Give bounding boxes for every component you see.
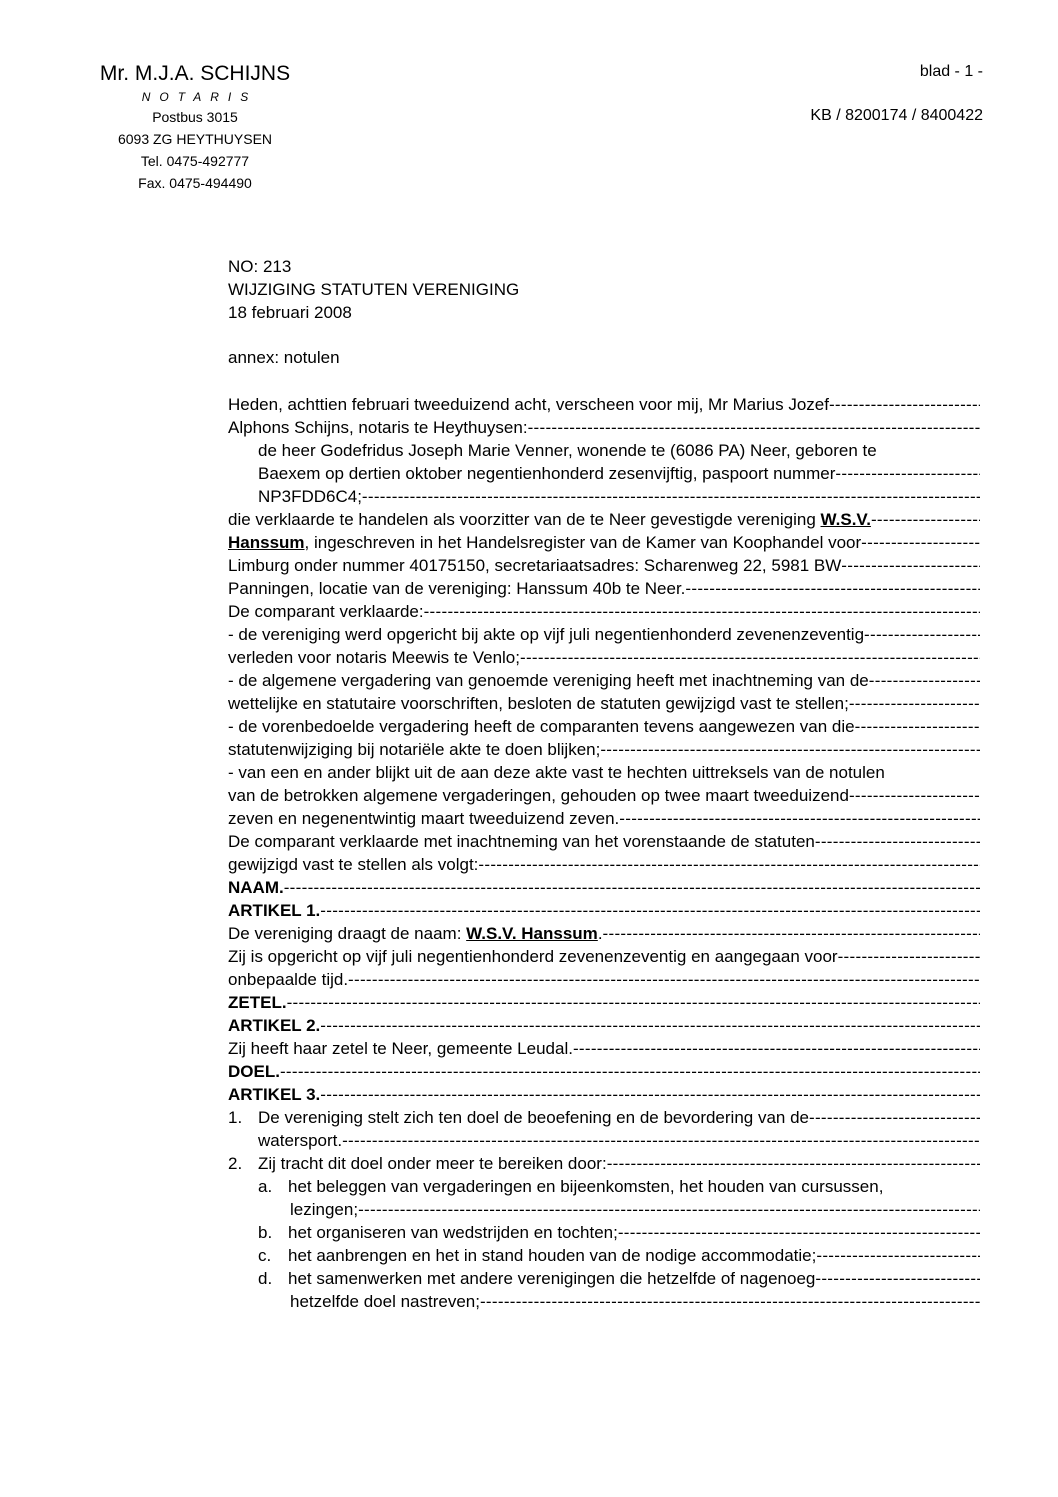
text-line: Hanssum, ingeschreven in het Handelsregister van de Kamer van Koophandel voor ----- — [228, 531, 980, 554]
postbus: Postbus 3015 — [152, 109, 238, 125]
deed-number: NO: 213 — [228, 257, 292, 276]
text-line: Heden, achttien februari tweeduizend acht, verscheen voor mij, Mr Marius Jozef ----- — [228, 393, 980, 416]
letterhead — [70, 60, 320, 194]
sub-list-item-continuation: hetzelfde doel nastreven; ----- — [228, 1290, 980, 1313]
fax: Fax. 0475-494490 — [138, 175, 252, 191]
list-item-continuation: watersport. ----- — [228, 1129, 980, 1152]
deed-body — [228, 393, 980, 1313]
article-heading: ARTIKEL 3. ----- — [228, 1083, 980, 1106]
postal-city: 6093 ZG HEYTHUYSEN — [117, 131, 273, 147]
list-item: 1. De vereniging stelt zich ten doel de beoefening en de bevordering van de ----- — [228, 1106, 980, 1129]
text-line: NP3FDD6C4; ----- — [228, 485, 980, 508]
text-line: Zij heeft haar zetel te Neer, gemeente Leudal. ----- — [228, 1037, 980, 1060]
deed-date: 18 februari 2008 — [228, 303, 352, 322]
article-heading: ARTIKEL 2. ----- — [228, 1014, 980, 1037]
article-heading: ARTIKEL 1. ----- — [228, 899, 980, 922]
reference-number: KB / 8200174 / 8400422 — [810, 107, 983, 124]
section-heading: NAAM. ----- — [228, 876, 980, 899]
list-item: 2. Zij tracht dit doel onder meer te bereiken door: ----- — [228, 1152, 980, 1175]
text-line: Zij is opgericht op vijf juli negentienhonderd zevenenzeventig en aangegaan voor ----- — [228, 945, 980, 968]
association-name: W.S.V. — [820, 510, 871, 529]
text-line: statutenwijziging bij notariële akte te doen blijken; ----- — [228, 738, 980, 761]
text-line: De vereniging draagt de naam: W.S.V. Hanssum. ----- — [228, 922, 980, 945]
sub-list-item: d. het samenwerken met andere verenigingen die hetzelfde of nagenoeg ----- — [228, 1267, 980, 1290]
section-heading: ZETEL. ----- — [228, 991, 980, 1014]
deed-subject: WIJZIGING STATUTEN VERENIGING — [228, 280, 520, 299]
text-line: Alphons Schijns, notaris te Heythuysen: ----- — [228, 416, 980, 439]
sub-list-item: a. het beleggen van vergaderingen en bijeenkomsten, het houden van cursussen, — [258, 1177, 884, 1196]
document-header — [228, 255, 519, 324]
notary-title: NOTARIS — [141, 90, 258, 104]
sub-list-item-continuation: lezingen; ----- — [228, 1198, 980, 1221]
text-line: die verklaarde te handelen als voorzitter van de te Neer gevestigde vereniging W.S.V. ----- — [228, 508, 980, 531]
text-line: de heer Godefridus Joseph Marie Venner, wonende te (6086 PA) Neer, geboren te — [258, 441, 877, 460]
section-heading: DOEL. ----- — [228, 1060, 980, 1083]
text-line: - de vereniging werd opgericht bij akte op vijf juli negentienhonderd zevenenzeventig ----- — [228, 623, 980, 646]
text-line: gewijzigd vast te stellen als volgt: ----- — [228, 853, 980, 876]
association-name: W.S.V. Hanssum — [466, 924, 598, 943]
text-line: - van een en ander blijkt uit de aan deze akte vast te hechten uittreksels van de notulen — [228, 763, 885, 782]
text-line: Panningen, locatie van de vereniging: Hanssum 40b te Neer. ----- — [228, 577, 980, 600]
text-line: De comparant verklaarde met inachtneming van het vorenstaande de statuten ----- — [228, 830, 980, 853]
annex-line: annex: notulen — [228, 348, 340, 367]
text-line: onbepaalde tijd. ----- — [228, 968, 980, 991]
text-line: wettelijke en statutaire voorschriften, besloten de statuten gewijzigd vast te stellen; ----- — [228, 692, 980, 715]
text-line: van de betrokken algemene vergaderingen, gehouden op twee maart tweeduizend ----- — [228, 784, 980, 807]
association-name: Hanssum — [228, 533, 305, 552]
text-line: - de vorenbedoelde vergadering heeft de comparanten tevens aangewezen van die ----- — [228, 715, 980, 738]
telephone: Tel. 0475-492777 — [140, 153, 250, 169]
page-number: blad - 1 - — [919, 63, 983, 80]
text-line: zeven en negenentwintig maart tweeduizend zeven. ----- — [228, 807, 980, 830]
text-line: - de algemene vergadering van genoemde vereniging heeft met inachtneming van de ----- — [228, 669, 980, 692]
sub-list-item: c. het aanbrengen en het in stand houden van de nodige accommodatie; ----- — [228, 1244, 980, 1267]
text-line: verleden voor notaris Meewis te Venlo; ----- — [228, 646, 980, 669]
text-line: Baexem op dertien oktober negentienhonderd zesenvijftig, paspoort nummer ----- — [228, 462, 980, 485]
sub-list-item: b. het organiseren van wedstrijden en tochten; ----- — [228, 1221, 980, 1244]
text-line: Limburg onder nummer 40175150, secretariaatsadres: Scharenweg 22, 5981 BW ----- — [228, 554, 980, 577]
notary-name: Mr. M.J.A. SCHIJNS — [99, 62, 291, 85]
text-line: De comparant verklaarde: ----- — [228, 600, 980, 623]
